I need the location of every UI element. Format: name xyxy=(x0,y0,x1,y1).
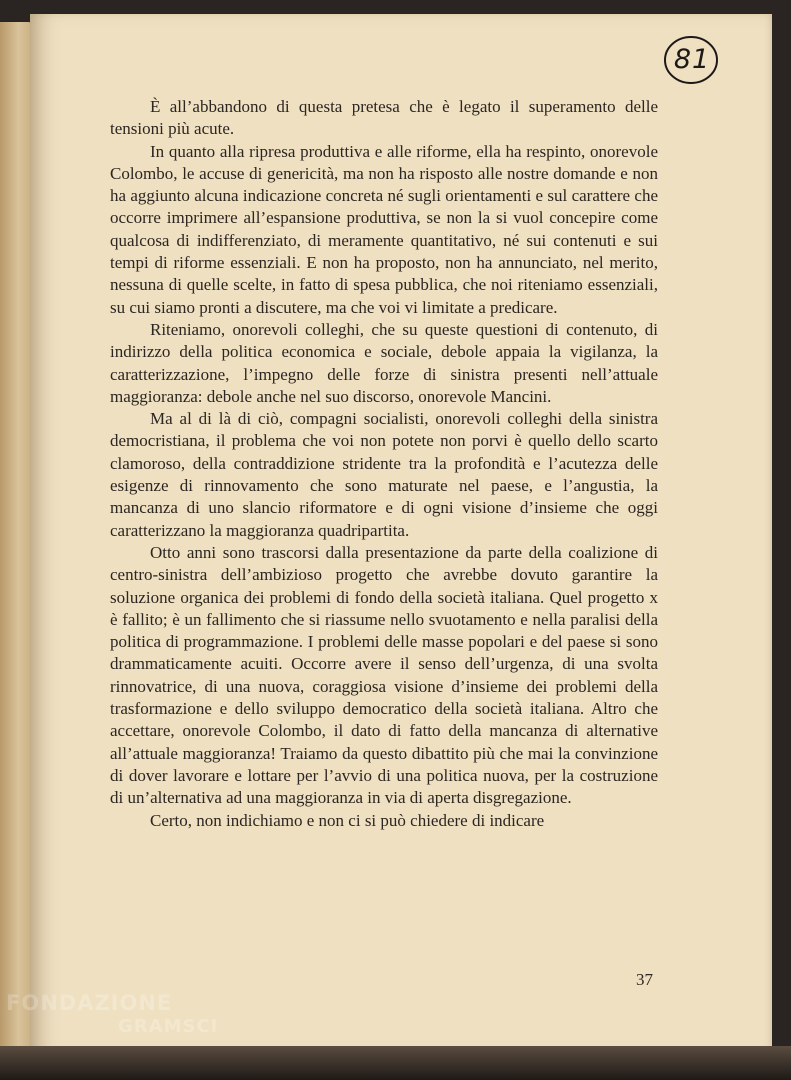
paragraph: In quanto alla ripresa produttiva e alle riforme, ella ha respinto, onorevole Colombo, le accuse di genericità, ma non ha risposto alle nostre domande e non ha aggiunto alcuna indicazione concreta né sugli orientamenti e sul carattere che occorre imprimere all’espansione produttiva, se non la si vuol concepire come qualcosa di indifferenziato, di meramente quantitativo, né sui contenuti e sui tempi di riforme essenziali. E non ha proposto, non ha annunciato, nel merito, nessuna di quelle scelte, in fatto di spesa pubblica, che noi riteniamo essenziali, su cui siamo pronti a discutere, ma che voi vi limitate a predicare. xyxy=(110,141,658,317)
body-text xyxy=(110,96,658,832)
watermark-line-2: GRAMSCI xyxy=(118,1016,219,1037)
paragraph: Riteniamo, onorevoli colleghi, che su queste questioni di contenuto, di indirizzo della politica economica e sociale, debole appaia la vigilanza, la caratterizzazione, l’impegno delle forze di sinistra presenti nell’attuale maggioranza: debole anche nel suo discorso, onorevole Mancini. xyxy=(110,319,658,406)
watermark-line-1: FONDAZIONE xyxy=(6,991,173,1015)
page-number: 37 xyxy=(636,970,653,989)
paragraph: Certo, non indichiamo e non ci si può chiedere di indicare xyxy=(150,810,545,830)
facing-page-edge xyxy=(0,22,34,1052)
archive-watermark xyxy=(6,991,219,1052)
paragraph: È all’abbandono di questa pretesa che è legato il superamento delle tensioni più acute. xyxy=(110,97,658,139)
paragraph: Ma al di là di ciò, compagni socialisti, onorevoli colleghi della sinistra democristiana, il problema che voi non potete non porvi è quello dello scarto clamoroso, della contraddizione stridente tra la profondità e l’acutezza delle esigenze di rinnovamento che sono maturate nel paese, e l’angustia, la mancanza di uno slancio riformatore e di ogni visione d’insieme che oggi caratterizzano la maggioranza quadripartita. xyxy=(110,409,658,540)
paragraph: Otto anni sono trascorsi dalla presentazione da parte della coalizione di centro-sinistra dell’ambizioso progetto che avrebbe dovuto garantire la soluzione organica dei problemi di fondo della società italiana. Quel progetto x è fallito; è un fallimento che si riassume nello svuotamento e nella paralisi della politica di programmazione. I problemi delle masse popolari e del paese si sono drammaticamente acuiti. Occorre avere il senso dell’urgenza, di una svolta rinnovatrice, di una nuova, coraggiosa visione d’insieme dei problemi della trasformazione e dello sviluppo democratico della società italiana. Altro che accettare, onorevole Colombo, il dato di fatto della mancanza di alternative all’attuale maggioranza! Traiamo da questo dibattito più che mai la convinzione di dover lavorare e lottare per l’avvio di una politica nuova, per la costruzione di un’alternativa ad una maggioranza in via di aperta disgregazione. xyxy=(110,542,658,808)
folio-number: 81 xyxy=(673,44,711,75)
handwritten-folio-mark xyxy=(662,34,720,86)
